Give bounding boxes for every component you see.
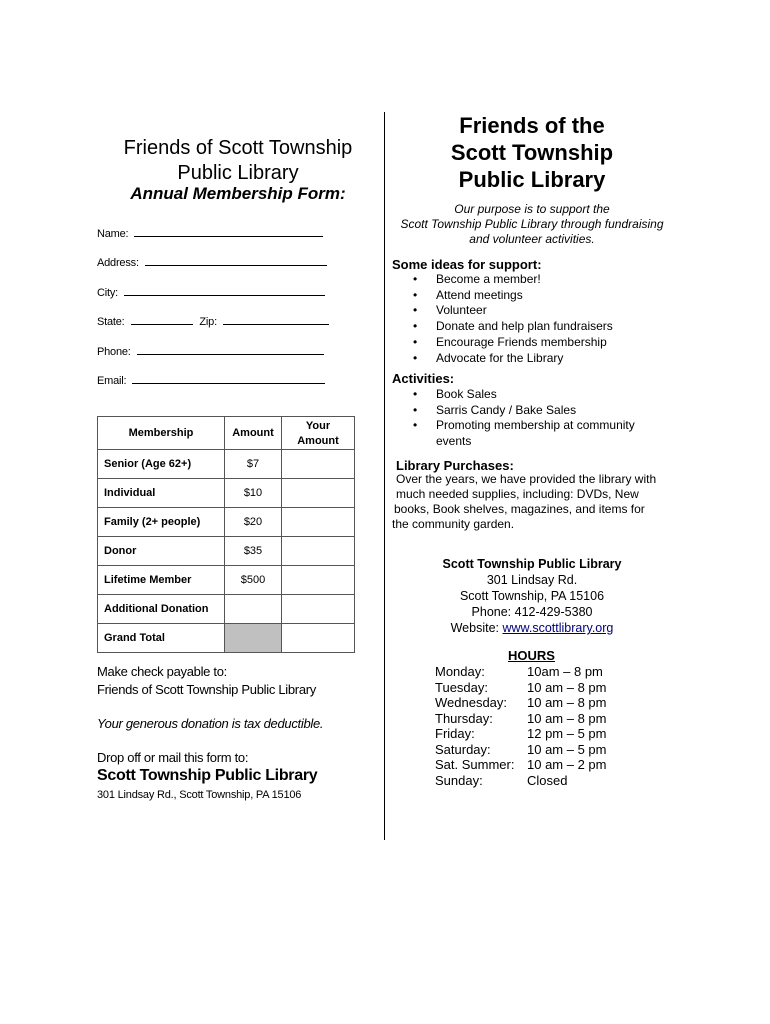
hours-day: Sunday: — [435, 772, 483, 788]
name-line[interactable] — [134, 226, 323, 237]
table-row — [98, 595, 355, 624]
email-line[interactable] — [132, 373, 325, 384]
table-row — [98, 624, 355, 653]
hours-row — [435, 726, 607, 742]
column-divider — [384, 112, 385, 840]
hours-time: 10 am – 5 pm — [527, 741, 607, 757]
purpose-line3: and volunteer activities. — [469, 232, 595, 246]
list-item: • Advocate for the Library — [404, 351, 613, 367]
activities-heading: Activities: — [392, 371, 455, 386]
your-amount-cell[interactable] — [282, 537, 355, 566]
hours-row — [435, 695, 607, 711]
state-label: State: — [97, 316, 125, 328]
purpose-line1: Our purpose is to support the — [454, 202, 610, 216]
name-field[interactable] — [97, 226, 323, 240]
amount-cell: $35 — [225, 537, 282, 566]
hours-time: 10am – 8 pm — [527, 664, 603, 679]
payable-line1: Make check payable to: — [97, 664, 227, 679]
hours-time: 10 am – 8 pm — [527, 695, 607, 710]
hours-time: 12 pm – 5 pm — [527, 726, 607, 741]
activities-list — [404, 387, 654, 450]
city-field[interactable] — [97, 285, 325, 299]
address-label: Address: — [97, 257, 139, 269]
ideas-list — [404, 272, 613, 366]
purchases-line2: much needed supplies, including: DVDs, New — [396, 487, 639, 501]
contact-name: Scott Township Public Library — [442, 557, 622, 571]
phone-field[interactable] — [97, 344, 324, 358]
your-amount-cell[interactable] — [282, 508, 355, 537]
amount-cell-shaded — [225, 624, 282, 653]
phone-label: Phone: — [97, 346, 131, 358]
your-amount-cell[interactable] — [282, 595, 355, 624]
info-title-line2: Scott Township — [450, 140, 614, 165]
amount-cell[interactable] — [225, 595, 282, 624]
hours-row — [435, 773, 607, 789]
your-amount-cell[interactable] — [282, 479, 355, 508]
membership-cell: Additional Donation — [98, 595, 225, 624]
hours-day: Thursday: — [435, 710, 493, 726]
list-item: • Sarris Candy / Bake Sales — [404, 403, 654, 419]
hours-time: 10 am – 8 pm — [527, 710, 607, 726]
amount-cell: $20 — [225, 508, 282, 537]
hours-day: Wednesday: — [435, 695, 508, 710]
name-label: Name: — [97, 228, 129, 240]
info-title-line1: Friends of the — [459, 113, 605, 138]
table-row — [98, 450, 355, 479]
hours-heading: HOURS — [508, 648, 555, 663]
purchases-body — [392, 472, 676, 532]
table-row — [98, 566, 355, 595]
list-item: • Volunteer — [404, 303, 613, 319]
purchases-line4: the community garden. — [392, 517, 515, 531]
table-header-row — [98, 417, 355, 450]
amount-cell: $10 — [225, 479, 282, 508]
your-amount-cell[interactable] — [282, 566, 355, 595]
hours-day: Monday: — [435, 664, 485, 679]
email-field[interactable] — [97, 373, 325, 387]
hours-day: Tuesday: — [435, 679, 488, 695]
hours-row — [435, 742, 607, 758]
form-title-line1: Friends of Scott Township — [123, 137, 353, 159]
list-item: • Attend meetings — [404, 288, 613, 304]
library-name: Scott Township Public Library — [97, 767, 318, 784]
address-line[interactable] — [145, 255, 327, 266]
purpose-line2: Scott Township Public Library through fundraising — [400, 217, 664, 231]
header-membership: Membership — [98, 417, 225, 450]
purchases-heading: Library Purchases: — [396, 458, 514, 473]
list-item: • Become a member! — [404, 272, 613, 288]
contact-street: 301 Lindsay Rd. — [486, 573, 578, 587]
info-title-line3: Public Library — [458, 167, 606, 192]
city-line[interactable] — [124, 285, 325, 296]
hours-row — [435, 680, 607, 696]
library-address: 301 Lindsay Rd., Scott Township, PA 15106 — [97, 789, 302, 801]
contact-website-row — [392, 620, 672, 636]
address-field[interactable] — [97, 255, 327, 269]
hours-day: Friday: — [435, 726, 475, 741]
phone-line[interactable] — [137, 344, 324, 355]
your-amount-cell[interactable] — [282, 450, 355, 479]
purchases-line3: books, Book shelves, magazines, and items for — [394, 502, 645, 516]
hours-row — [435, 711, 607, 727]
list-item: • Promoting membership at community events — [404, 418, 654, 449]
list-item: • Encourage Friends membership — [404, 335, 613, 351]
form-title-line2: Public Library — [177, 162, 299, 184]
membership-cell: Donor — [98, 537, 225, 566]
hours-time: 10 am – 8 pm — [527, 679, 607, 695]
table-row — [98, 508, 355, 537]
website-label: Website: — [450, 621, 503, 635]
header-your-amount: Your Amount — [282, 417, 355, 450]
zip-line[interactable] — [223, 314, 329, 325]
website-link[interactable]: www.scottlibrary.org — [502, 621, 614, 635]
contact-block — [392, 556, 672, 636]
state-line[interactable] — [131, 314, 193, 325]
email-label: Email: — [97, 375, 127, 387]
your-amount-cell[interactable] — [282, 624, 355, 653]
ideas-heading: Some ideas for support: — [392, 257, 542, 272]
contact-city: Scott Township, PA 15106 — [459, 589, 605, 603]
membership-cell: Senior (Age 62+) — [98, 450, 225, 479]
membership-cell: Individual — [98, 479, 225, 508]
hours-day: Sat. Summer: — [435, 757, 515, 772]
hours-time: 10 am – 2 pm — [527, 757, 607, 772]
membership-table — [97, 416, 355, 653]
info-title — [392, 112, 672, 193]
list-item: • Book Sales — [404, 387, 654, 403]
payable-line2: Friends of Scott Township Public Library — [97, 682, 316, 697]
table-row — [98, 479, 355, 508]
form-subtitle: Annual Membership Form: — [130, 184, 346, 203]
drop-off-note: Drop off or mail this form to: — [97, 750, 249, 765]
purchases-line1: Over the years, we have provided the library with — [396, 472, 657, 486]
purpose-statement — [390, 202, 674, 247]
amount-cell: $7 — [225, 450, 282, 479]
table-row — [98, 537, 355, 566]
tax-note: Your generous donation is tax deductible. — [97, 716, 324, 731]
zip-label: Zip: — [199, 316, 217, 328]
hours-table — [435, 664, 607, 788]
header-amount: Amount — [225, 417, 282, 450]
list-item: • Donate and help plan fundraisers — [404, 319, 613, 335]
contact-phone: Phone: 412-429-5380 — [471, 605, 593, 619]
amount-cell: $500 — [225, 566, 282, 595]
hours-day: Saturday: — [435, 741, 491, 757]
membership-cell: Grand Total — [98, 624, 225, 653]
hours-row — [435, 757, 607, 773]
state-zip-field[interactable] — [97, 314, 329, 328]
hours-row — [435, 664, 607, 680]
form-title — [98, 136, 378, 186]
hours-time: Closed — [527, 772, 568, 788]
city-label: City: — [97, 287, 119, 299]
membership-cell: Lifetime Member — [98, 566, 225, 595]
membership-cell: Family (2+ people) — [98, 508, 225, 537]
